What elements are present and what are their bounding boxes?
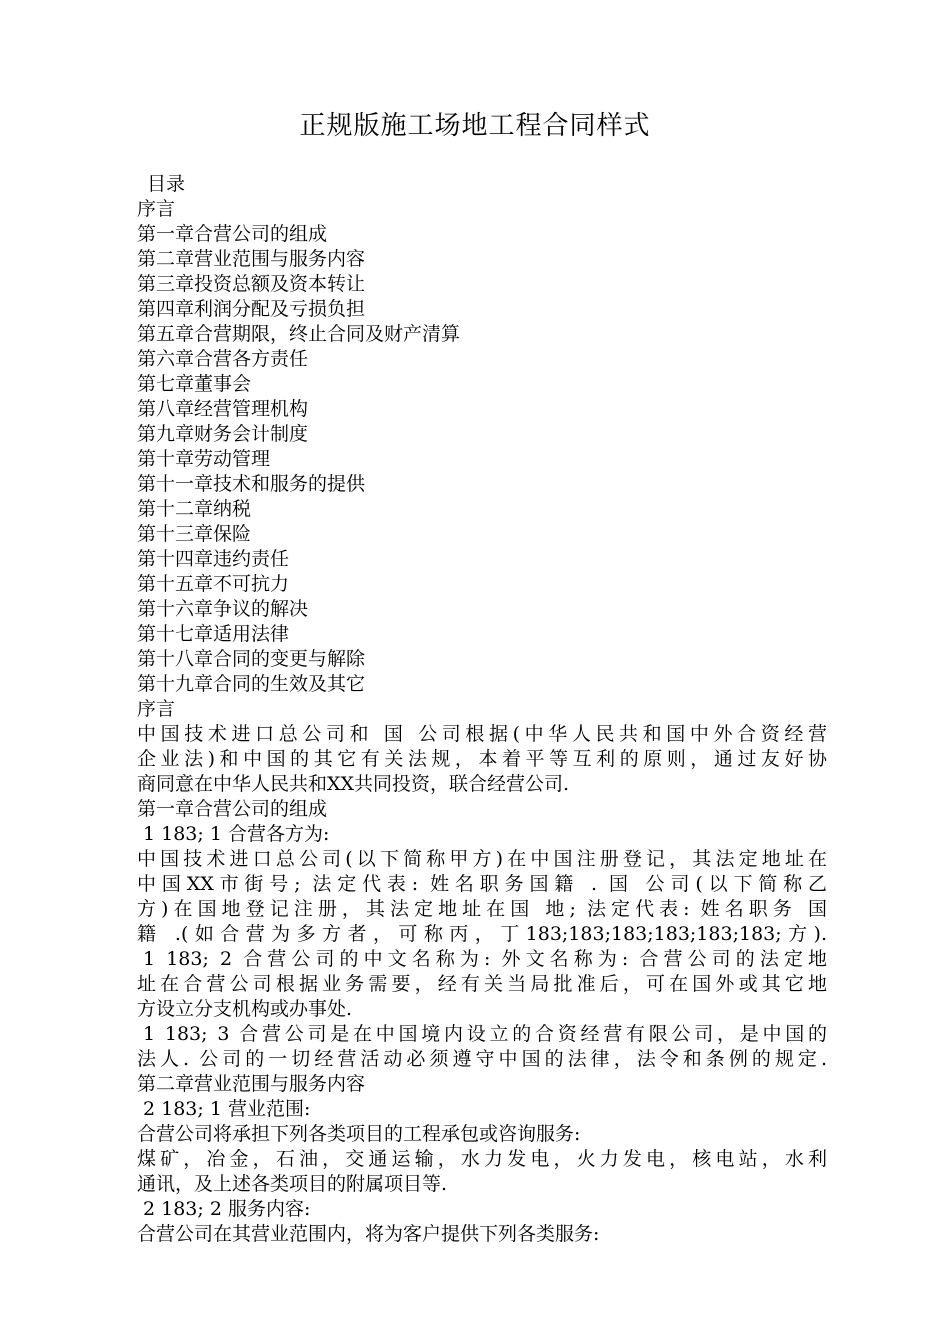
toc-item: 第十章劳动管理 [137,448,271,470]
toc-item: 第二章营业范围与服务内容 [137,248,366,270]
section-heading: 第一章合营公司的组成 [137,798,328,820]
paragraph-line: 通讯，及上述各类项目的附属项目等. [137,1173,448,1195]
section-heading: 第二章营业范围与服务内容 [137,1073,366,1095]
toc-item: 第十三章保险 [137,523,252,545]
toc-heading: 目录 [147,173,186,195]
paragraph-line: 法人. 公司的一切经营活动必须遵守中国的法律，法令和条例的规定. [137,1048,827,1070]
paragraph-line: 合营公司将承担下列各类项目的工程承包或咨询服务: [137,1123,581,1145]
toc-item: 第十一章技术和服务的提供 [137,473,366,495]
clause-heading: 2 183; 1 营业范围: [143,1098,311,1120]
toc-item: 第十二章纳税 [137,498,252,520]
toc-item: 第九章财务会计制度 [137,423,309,445]
toc-item: 第十四章违约责任 [137,548,290,570]
paragraph-line: 中国XX市街号; 法定代表: 姓名职务国籍 . 国 公司(以下简称乙 [137,873,827,895]
document-title: 正规版施工场地工程合同样式 [299,111,651,141]
toc-item: 第三章投资总额及资本转让 [137,273,366,295]
toc-item: 第六章合营各方责任 [137,348,309,370]
toc-item: 序言 [137,198,176,220]
toc-item: 第七章董事会 [137,373,252,395]
clause-line: 1 183; 2 合营公司的中文名称为: 外文名称为: 合营公司的法定地 [143,948,827,970]
toc-item: 第十九章合同的生效及其它 [137,673,366,695]
document-content [137,172,827,1247]
paragraph-line: 方)在国地登记注册，其法定地址在国 地; 法定代表: 姓名职务 国 [137,898,827,920]
toc-item: 第五章合营期限，终止合同及财产清算 [137,323,461,345]
toc-item: 第一章合营公司的组成 [137,223,328,245]
paragraph-line: 址在合营公司根据业务需要，经有关当局批准后，可在国外或其它地 [137,973,827,995]
toc-item: 第四章利润分配及亏损负担 [137,298,366,320]
paragraph-line: 企业法)和中国的其它有关法规，本着平等互利的原则，通过友好协 [137,748,827,770]
paragraph-line: 商同意在中华人民共和XX共同投资，联合经营公司. [137,773,570,795]
toc-item: 第十六章争议的解决 [137,598,309,620]
toc-item: 第十七章适用法律 [137,623,290,645]
paragraph-line: 籍 .(如合营为多方者，可称丙，丁183;183;183;183;183;183;方). [137,923,827,945]
clause-line: 1 183; 3 合营公司是在中国境内设立的合资经营有限公司，是中国的 [143,1023,827,1045]
paragraph-line: 中国技术进口总公司(以下简称甲方)在中国注册登记，其法定地址在 [137,848,827,870]
paragraph-line: 方设立分支机构或办事处. [137,998,353,1020]
toc-item: 第十八章合同的变更与解除 [137,648,366,670]
toc-item: 第十五章不可抗力 [137,573,290,595]
clause-heading: 2 183; 2 服务内容: [143,1198,311,1220]
paragraph-line: 中国技术进口总公司和 国 公司根据(中华人民共和国中外合资经营 [137,723,827,745]
paragraph-line: 煤矿，冶金，石油，交通运输，水力发电，火力发电，核电站，水利 [137,1148,827,1170]
section-heading: 序言 [137,698,176,720]
toc-item: 第八章经营管理机构 [137,398,309,420]
paragraph-line: 合营公司在其营业范围内，将为客户提供下列各类服务: [137,1223,600,1245]
clause-heading: 1 183; 1 合营各方为: [143,823,330,845]
